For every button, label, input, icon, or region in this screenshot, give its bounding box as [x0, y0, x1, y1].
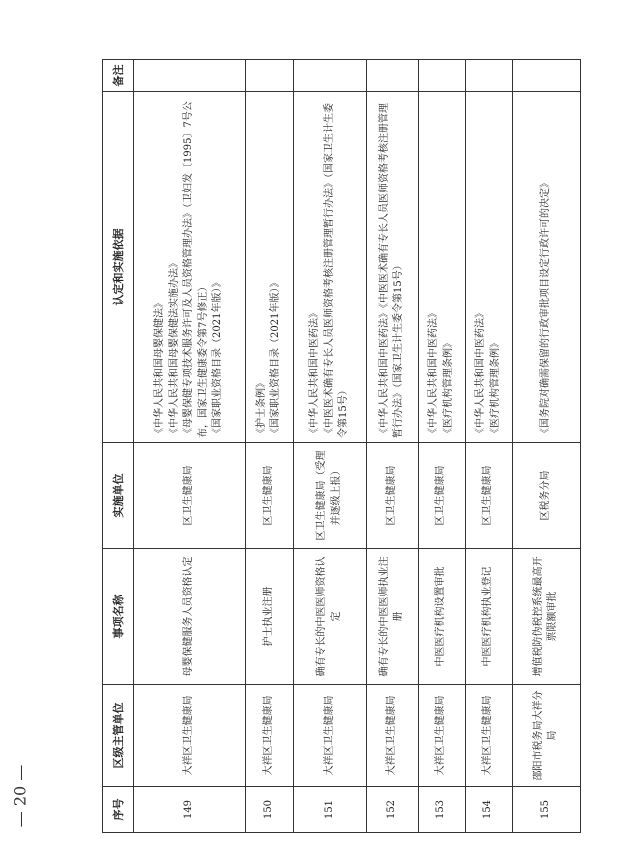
header-item: 事项名称	[103, 549, 134, 685]
basis-line: 《国务院对确需保留的行政审批项目设定行政许可的决定》	[540, 178, 552, 438]
cell-basis	[366, 92, 418, 443]
basis-line: 《中医医术确有专长人员医师资格考核注册管理暂行办法》（国家卫生计生委令第15号）	[323, 103, 350, 438]
cell-seq: 149	[134, 787, 246, 833]
basis-line: 《中华人民共和国母婴保健法》	[154, 298, 166, 438]
basis-line: 《国家职业资格目录（2021年版）》	[270, 277, 282, 438]
cell-unit: 区税务分局	[512, 443, 580, 549]
cell-seq: 154	[465, 787, 512, 833]
cell-unit: 区卫生健康局（受理并逐级上报）	[293, 443, 366, 549]
cell-unit: 区卫生健康局	[134, 443, 246, 549]
basis-line: 《中华人民共和国母婴保健法实施办法》	[168, 258, 180, 438]
cell-remark	[465, 60, 512, 92]
cell-basis	[512, 92, 580, 443]
table-header-row	[103, 60, 134, 833]
cell-dept: 大祥区卫生健康局	[418, 685, 465, 787]
cell-item: 确有专长的中医医师执业注册	[366, 549, 418, 685]
basis-line: 《国家职业资格目录（2021年版）》	[212, 277, 224, 438]
table-row	[465, 60, 512, 833]
cell-seq: 153	[418, 787, 465, 833]
header-dept: 区级主管单位	[103, 685, 134, 787]
cell-basis	[245, 92, 293, 443]
table-row	[418, 60, 465, 833]
header-basis: 认定和实施依据	[103, 92, 134, 443]
cell-unit: 区卫生健康局	[245, 443, 293, 549]
cell-seq: 151	[293, 787, 366, 833]
cell-remark	[418, 60, 465, 92]
cell-basis	[293, 92, 366, 443]
cell-seq: 150	[245, 787, 293, 833]
table-row	[293, 60, 366, 833]
cell-item: 母婴保健服务人员资格认定	[134, 549, 246, 685]
table-row	[366, 60, 418, 833]
basis-line: 《护士条例》	[255, 378, 267, 438]
cell-basis	[134, 92, 246, 443]
page-number	[0, 766, 40, 826]
header-seq: 序号	[103, 787, 134, 833]
cell-unit: 区卫生健康局	[418, 443, 465, 549]
cell-dept: 大祥区卫生健康局	[366, 685, 418, 787]
cell-remark	[366, 60, 418, 92]
cell-dept: 大祥区卫生健康局	[465, 685, 512, 787]
page-number-text: — 20 —	[10, 764, 30, 828]
cell-unit: 区卫生健康局	[465, 443, 512, 549]
basis-line: 《医疗机构管理条例》	[442, 338, 454, 438]
basis-line: 《医疗机构管理条例》	[489, 338, 501, 438]
rotated-table-container	[102, 60, 581, 833]
basis-line: 《中华人民共和国中医药法》	[428, 308, 440, 438]
header-unit: 实施单位	[103, 443, 134, 549]
cell-dept: 邵阳市税务局大祥分局	[512, 685, 580, 787]
header-remark: 备注	[103, 60, 134, 92]
cell-basis	[418, 92, 465, 443]
cell-dept: 大祥区卫生健康局	[293, 685, 366, 787]
cell-item: 确有专长的中医医师资格认定	[293, 549, 366, 685]
cell-item: 增值税防伪税控系统最高开票限额审批	[512, 549, 580, 685]
basis-line: 《中华人民共和国中医药法》《中医医术确有专长人员医师资格考核注册管理暂行办法》（国家卫生计生委令第15号）	[378, 103, 405, 438]
table-row	[512, 60, 580, 833]
cell-seq: 152	[366, 787, 418, 833]
cell-dept: 大祥区卫生健康局	[134, 685, 246, 787]
cell-remark	[134, 60, 246, 92]
basis-line: 《中华人民共和国中医药法》	[309, 308, 321, 438]
cell-basis	[465, 92, 512, 443]
table-row	[134, 60, 246, 833]
cell-item: 中医医疗机构设置审批	[418, 549, 465, 685]
cell-remark	[293, 60, 366, 92]
approval-items-table	[102, 59, 581, 833]
cell-item: 护士执业注册	[245, 549, 293, 685]
cell-unit: 区卫生健康局	[366, 443, 418, 549]
cell-remark	[512, 60, 580, 92]
cell-seq: 155	[512, 787, 580, 833]
cell-remark	[245, 60, 293, 92]
cell-item: 中医医疗机构执业登记	[465, 549, 512, 685]
basis-line: 《中华人民共和国中医药法》	[475, 308, 487, 438]
cell-dept: 大祥区卫生健康局	[245, 685, 293, 787]
basis-line: 《母婴保健专项技术服务许可及人员资格管理办法》（卫妇发〔1995〕7号公布，国家卫生健康委令第7号修正）	[183, 101, 209, 438]
table-row	[245, 60, 293, 833]
